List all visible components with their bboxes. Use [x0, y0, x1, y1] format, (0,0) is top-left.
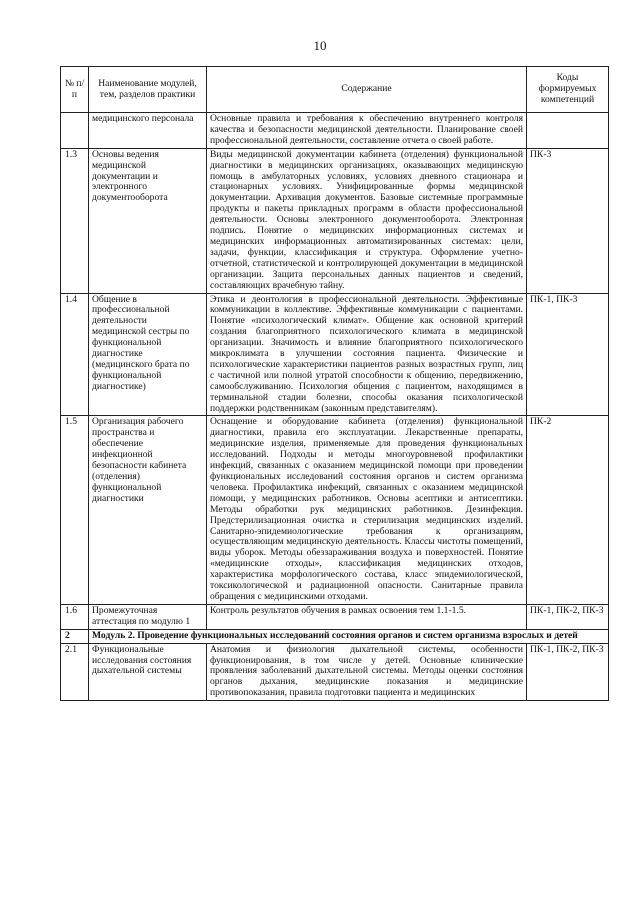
row-topic: медицинского персонала	[89, 113, 207, 149]
row-topic: Общение в профессиональной деятельности медицинской сестры по функциональной диагностике (медицинского брата по функциональной диагностике)	[89, 293, 207, 416]
row-codes: ПК-3	[527, 148, 609, 293]
row-content: Этика и деонтология в профессиональной деятельности. Эффективные коммуникации в коллективе. Эффективные коммуникации с пациентами. Понятие «психологический климат». Общение как основной критерий создания благоприятного психологического климата в медицинской организации. Значимость и влияние благоприятного психологического микроклимата в улучшении состояния пациента. Физические и психологические характеристики пациентов разных возрастных групп, лиц с частичной или полной утратой способности к общению, передвижению, самообслуживанию. Психология общения с пациентом, находящимся в терминальной стадии болезни, способы оказания психологической поддержки родственникам (законным представителям).	[207, 293, 527, 416]
row-topic: Основы ведения медицинской документации и электронного документооборота	[89, 148, 207, 293]
page-number: 10	[313, 38, 327, 53]
row-codes	[527, 113, 609, 149]
row-codes: ПК-1, ПК-3	[527, 293, 609, 416]
table-row	[61, 604, 609, 629]
module-num: 2	[61, 629, 89, 643]
row-topic: Промежуточная аттестация по модулю 1	[89, 604, 207, 629]
row-topic: Организация рабочего пространства и обеспечение инфекционной безопасности кабинета (отделения) функциональной диагностики	[89, 416, 207, 604]
header-name: Наименование модулей, тем, разделов практики	[89, 67, 207, 113]
row-num	[61, 113, 89, 149]
row-content: Оснащение и оборудование кабинета (отделения) функциональной диагностики, правила его эксплуатации. Лекарственные препараты, медицинские изделия, применяемые для проведения функциональных исследований. Подходы и методы многоуровневой профилактики инфекций, связанных с оказанием медицинской помощи при проведении функциональных исследований состояния органов и систем организма человека. Профилактика инфекций, связанных с оказанием медицинской помощи, у медицинских работников. Основы асептики и антисептики. Методы обработки рук медицинских работников. Дезинфекция. Предстерилизационная очистка и стерилизация медицинских изделий. Санитарно-эпидемиологические требования к организациям, осуществляющим медицинскую деятельность. Классы чистоты помещений, виды уборок. Методы обеззараживания воздуха и поверхностей. Понятие «медицинские отходы», классификация медицинских отходов, характеристика морфологического состава, класс эпидемиологической, токсикологической и радиационной опасности. Санитарные правила обращения с медицинскими отходами.	[207, 416, 527, 604]
row-codes: ПК-2	[527, 416, 609, 604]
row-content: Анатомия и физиология дыхательной системы, особенности функционирования, в том числе у детей. Основные клинические проявления заболеваний дыхательной системы. Методы оценки состояния органов дыхания, медицинские показания и медицинские противопоказания, правила подготовки пациента и медицинских	[207, 643, 527, 701]
table-row	[61, 416, 609, 604]
row-codes: ПК-1, ПК-2, ПК-3	[527, 643, 609, 701]
module-title: Модуль 2. Проведение функциональных исследований состояния органов и систем организма взрослых и детей	[89, 629, 609, 643]
module-row	[61, 629, 609, 643]
row-codes: ПК-1, ПК-2, ПК-3	[527, 604, 609, 629]
row-content: Виды медицинской документации кабинета (отделения) функциональной диагностики в медицинских организациях, оказывающих медицинскую помощь в амбулаторных условиях, условиях дневного стационара и стационарных условиях. Унифицированные формы медицинской документации. Архивация документов. Базовые системные программные продукты и пакеты прикладных программ в области профессиональной деятельности. Основы электронного документооборота. Электронная подпись. Понятие о медицинских информационных системах и медицинских информационных автоматизированных системах: цели, задачи, функции, классификация и структура. Оформление учетно-отчетной, статистической и контролирующей документации в медицинской организации. Защита персональных данных пациентов и сведений, составляющих врачебную тайну.	[207, 148, 527, 293]
table-row	[61, 293, 609, 416]
curriculum-table	[60, 66, 609, 701]
header-content: Содержание	[207, 67, 527, 113]
row-num: 1.6	[61, 604, 89, 629]
table-header-row	[61, 67, 609, 113]
row-num: 1.5	[61, 416, 89, 604]
row-topic: Функциональные исследования состояния дыхательной системы	[89, 643, 207, 701]
row-content: Контроль результатов обучения в рамках освоения тем 1.1-1.5.	[207, 604, 527, 629]
table-row	[61, 113, 609, 149]
row-content: Основные правила и требования к обеспечению внутреннего контроля качества и безопасности медицинской деятельности. Планирование своей профессиональной деятельности, составление отчета о своей работе.	[207, 113, 527, 149]
row-num: 2.1	[61, 643, 89, 701]
table-row	[61, 643, 609, 701]
header-codes: Коды формируемых компетенций	[527, 67, 609, 113]
table-row	[61, 148, 609, 293]
header-num: № п/п	[61, 67, 89, 113]
row-num: 1.4	[61, 293, 89, 416]
row-num: 1.3	[61, 148, 89, 293]
